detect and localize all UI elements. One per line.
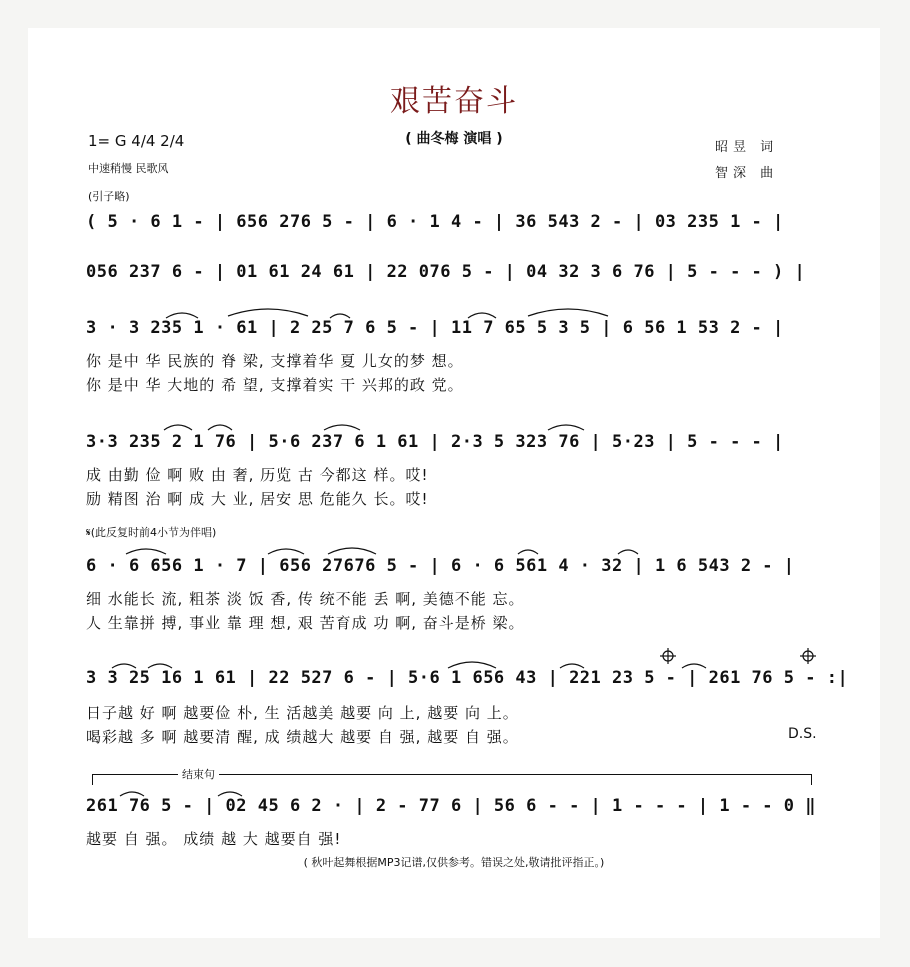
lyric-ending: 越要 自 强。 成绩 越 大 越要自 强!: [86, 830, 342, 848]
performer-subtitle: ( 曲冬梅 演唱 ): [405, 131, 503, 147]
score-line-7: 261 76 5 - | 02 45 6 2 · | 2 - 77 6 | 56 6 - - | 1 - - - | 1 - - 0 ‖: [86, 796, 816, 816]
song-title: 艰苦奋斗: [390, 84, 518, 119]
lyric-verse1-a: 你 是中 华 民族的 脊 梁, 支撑着华 夏 儿女的梦 想。: [86, 352, 464, 370]
ending-label: 结束句: [178, 766, 219, 782]
score-line-4: 3·3 235 2 1 76 | 5·6 237 6 1 61 | 2·3 5 323 76 | 5·23 | 5 - - - |: [86, 432, 784, 452]
lyric-verse2-b: 励 精图 治 啊 成 大 业, 居安 思 危能久 长。哎!: [86, 490, 429, 508]
coda-marks: [660, 648, 816, 664]
lyric-verse2-c: 人 生靠拼 搏, 事业 靠 理 想, 艰 苦育成 功 啊, 奋斗是桥 梁。: [86, 614, 525, 632]
ds-mark: D.S.: [788, 726, 817, 742]
intro-note: (引子略): [88, 190, 130, 203]
slur-marks: [28, 28, 880, 938]
transcription-footnote: ( 秋叶起舞根据MP3记谱,仅供参考。错误之处,敬请批评指正。): [303, 856, 605, 869]
score-line-6: 3 3 25 16 1 61 | 22 527 6 - | 5·6 1 656 43 | 221 23 5 - | 261 76 5 - :|: [86, 668, 849, 688]
score-sheet: [28, 28, 880, 938]
lyric-verse1-b: 成 由勤 俭 啊 败 由 奢, 历览 古 今都这 样。哎!: [86, 466, 429, 484]
tempo-style: 中速稍慢 民歌风: [88, 162, 169, 175]
lyric-verse1-c: 细 水能长 流, 粗茶 淡 饭 香, 传 统不能 丢 啊, 美德不能 忘。: [86, 590, 525, 608]
key-signature: 1= G 4/4 2/4: [88, 132, 185, 150]
lyric-verse2-d: 喝彩越 多 啊 越要清 醒, 成 绩越大 越要 自 强, 越要 自 强。: [86, 728, 519, 746]
score-line-2: 056 237 6 - | 01 61 24 61 | 22 076 5 - | 04 32 3 6 76 | 5 - - - ) |: [86, 262, 806, 282]
lyric-verse2-a: 你 是中 华 大地的 希 望, 支撑着实 干 兴邦的政 党。: [86, 376, 464, 394]
score-line-3: 3 · 3 235 1 · 61 | 2 25 7 6 5 - | 11 7 65 5 3 5 | 6 56 1 53 2 - |: [86, 318, 784, 338]
score-line-5: 6 · 6 656 1 · 7 | 656 27676 5 - | 6 · 6 561 4 · 32 | 1 6 543 2 - |: [86, 556, 795, 576]
composer-credit: 智深 曲: [715, 166, 779, 181]
score-line-1: ( 5 · 6 1 - | 656 276 5 - | 6 · 1 4 - | 36 543 2 - | 03 235 1 - |: [86, 212, 784, 232]
segno-remark: 𝄋(此反复时前4小节为伴唱): [86, 526, 217, 539]
lyricist-credit: 昭昱 词: [715, 140, 779, 155]
lyric-verse1-d: 日子越 好 啊 越要俭 朴, 生 活越美 越要 向 上, 越要 向 上。: [86, 704, 519, 722]
